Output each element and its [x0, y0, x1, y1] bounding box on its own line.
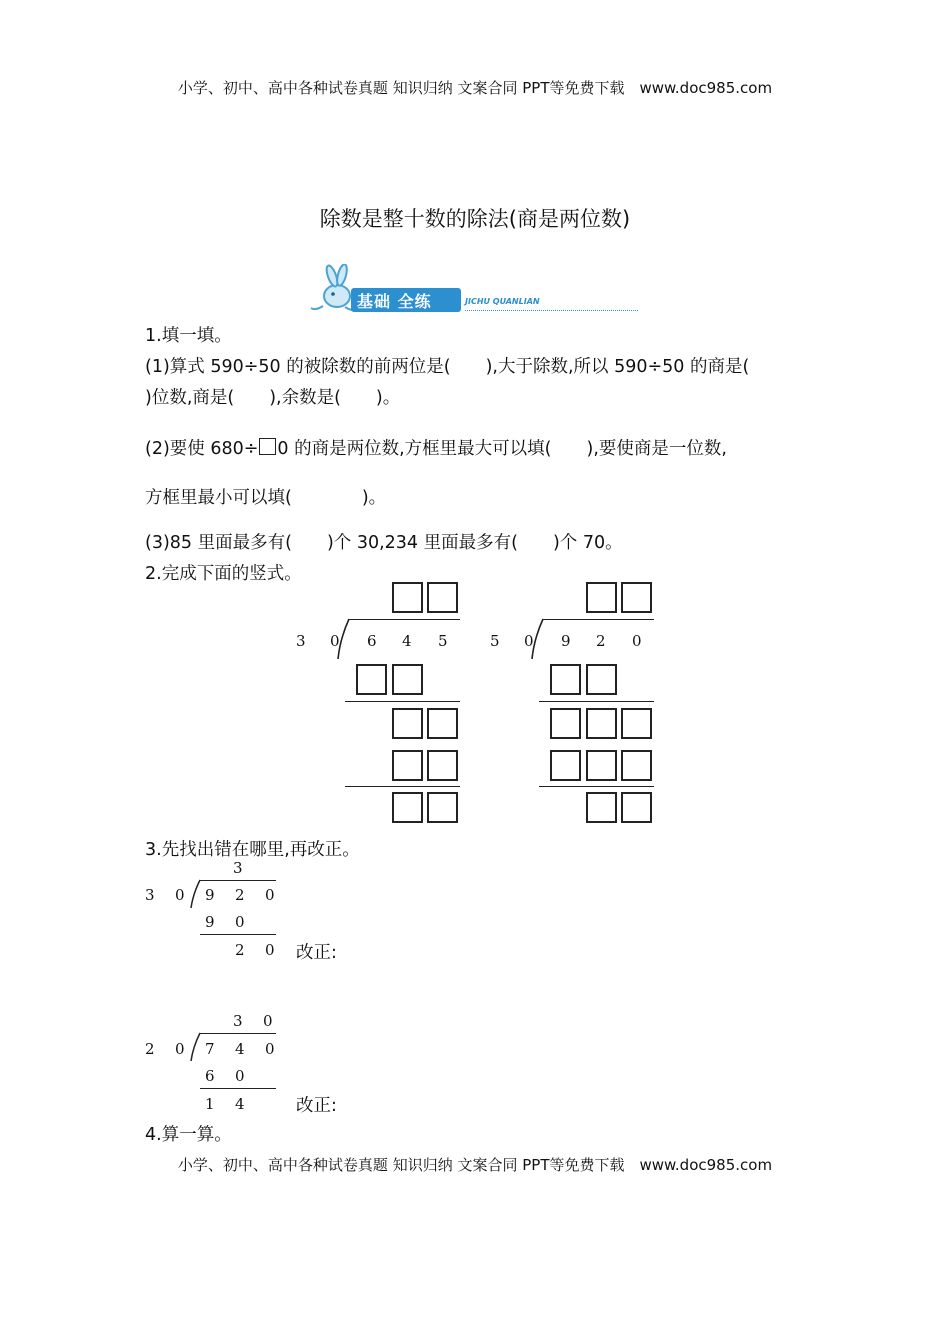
answer-box[interactable] — [392, 664, 423, 695]
quotient-digit: 3 — [233, 859, 243, 877]
subtraction-line — [200, 1088, 276, 1089]
answer-box[interactable] — [586, 582, 617, 613]
remainder-digit: 1 — [205, 1095, 215, 1113]
dividend-digit: 2 — [596, 632, 606, 650]
dividend-digit: 0 — [632, 632, 642, 650]
divisor-digit: 0 — [175, 886, 185, 904]
answer-box[interactable] — [427, 708, 458, 739]
dividend-digit: 9 — [205, 886, 215, 904]
divisor-digit: 5 — [490, 632, 500, 650]
dividend-digit: 2 — [235, 886, 245, 904]
q1-part3: (3)85 里面最多有( )个 30,234 里面最多有( )个 70。 — [145, 533, 623, 553]
subtraction-line — [345, 786, 460, 787]
product-digit: 0 — [235, 913, 245, 931]
subtraction-line — [539, 786, 654, 787]
division-bar — [200, 880, 276, 881]
q1-part1-line1: (1)算式 590÷50 的被除数的前两位是( ),大于除数,所以 590÷50 的商是( — [145, 357, 750, 377]
quotient-digit: 0 — [263, 1012, 273, 1030]
divisor-digit: 0 — [175, 1040, 185, 1058]
q1-part2-line2: 方框里最小可以填( )。 — [145, 488, 387, 508]
subtraction-line — [539, 701, 654, 702]
answer-box[interactable] — [621, 708, 652, 739]
dividend-digit: 4 — [235, 1040, 245, 1058]
dividend-digit: 9 — [561, 632, 571, 650]
banner-subtitle: JICHU QUANLIAN — [465, 297, 540, 306]
q4-heading: 4.算一算。 — [145, 1125, 232, 1145]
product-digit: 6 — [205, 1067, 215, 1085]
division-bar — [543, 619, 654, 620]
answer-box[interactable] — [427, 582, 458, 613]
correction-label: 改正: — [296, 1096, 337, 1116]
quotient-digit: 3 — [233, 1012, 243, 1030]
division-bracket-icon — [189, 1031, 203, 1063]
page-header: 小学、初中、高中各种试卷真题 知识归纳 文案合同 PPT等免费下载 www.doc985.com — [177, 79, 773, 97]
q1-part2-text-b: 0 的商是两位数,方框里最大可以填( ),要使商是一位数, — [277, 439, 727, 459]
answer-box[interactable] — [392, 582, 423, 613]
answer-box[interactable] — [621, 750, 652, 781]
divisor-digit: 0 — [524, 632, 534, 650]
answer-box[interactable] — [392, 750, 423, 781]
dividend-digit: 4 — [402, 632, 412, 650]
division-bar — [200, 1033, 276, 1034]
divisor-digit: 3 — [145, 886, 155, 904]
answer-box[interactable] — [427, 750, 458, 781]
answer-box[interactable] — [356, 664, 387, 695]
subtraction-line — [345, 701, 460, 702]
division-bar — [349, 619, 460, 620]
remainder-digit: 2 — [235, 941, 245, 959]
answer-box[interactable] — [621, 582, 652, 613]
answer-box[interactable] — [392, 708, 423, 739]
dividend-digit: 0 — [265, 886, 275, 904]
q1-part2-line1 — [145, 435, 727, 460]
answer-box[interactable] — [586, 750, 617, 781]
answer-box[interactable] — [550, 750, 581, 781]
banner-dotted-line — [465, 310, 638, 311]
product-digit: 9 — [205, 913, 215, 931]
dividend-digit: 0 — [265, 1040, 275, 1058]
divisor-digit: 3 — [296, 632, 306, 650]
page-footer: 小学、初中、高中各种试卷真题 知识归纳 文案合同 PPT等免费下载 www.doc985.com — [177, 1156, 773, 1174]
blank-square-icon — [259, 438, 276, 455]
answer-box[interactable] — [550, 664, 581, 695]
q1-part1-line2: )位数,商是( ),余数是( )。 — [145, 388, 401, 408]
divisor-digit: 2 — [145, 1040, 155, 1058]
answer-box[interactable] — [427, 792, 458, 823]
page-title: 除数是整十数的除法(商是两位数) — [319, 207, 631, 231]
remainder-digit: 0 — [265, 941, 275, 959]
q1-heading: 1.填一填。 — [145, 326, 232, 346]
subtraction-line — [200, 934, 276, 935]
section-banner — [305, 264, 640, 314]
q1-part2-text-a: (2)要使 680÷ — [145, 439, 259, 459]
division-bracket-icon — [189, 878, 203, 910]
product-digit: 0 — [235, 1067, 245, 1085]
q2-heading: 2.完成下面的竖式。 — [145, 564, 302, 584]
answer-box[interactable] — [586, 708, 617, 739]
q3-heading: 3.先找出错在哪里,再改正。 — [145, 840, 360, 860]
answer-box[interactable] — [586, 792, 617, 823]
divisor-digit: 0 — [330, 632, 340, 650]
dividend-digit: 5 — [438, 632, 448, 650]
answer-box[interactable] — [586, 664, 617, 695]
banner-label: 基础 全练 — [357, 292, 432, 311]
answer-box[interactable] — [392, 792, 423, 823]
dividend-digit: 7 — [205, 1040, 215, 1058]
correction-label: 改正: — [296, 943, 337, 963]
answer-box[interactable] — [550, 708, 581, 739]
dividend-digit: 6 — [367, 632, 377, 650]
answer-box[interactable] — [621, 792, 652, 823]
remainder-digit: 4 — [235, 1095, 245, 1113]
